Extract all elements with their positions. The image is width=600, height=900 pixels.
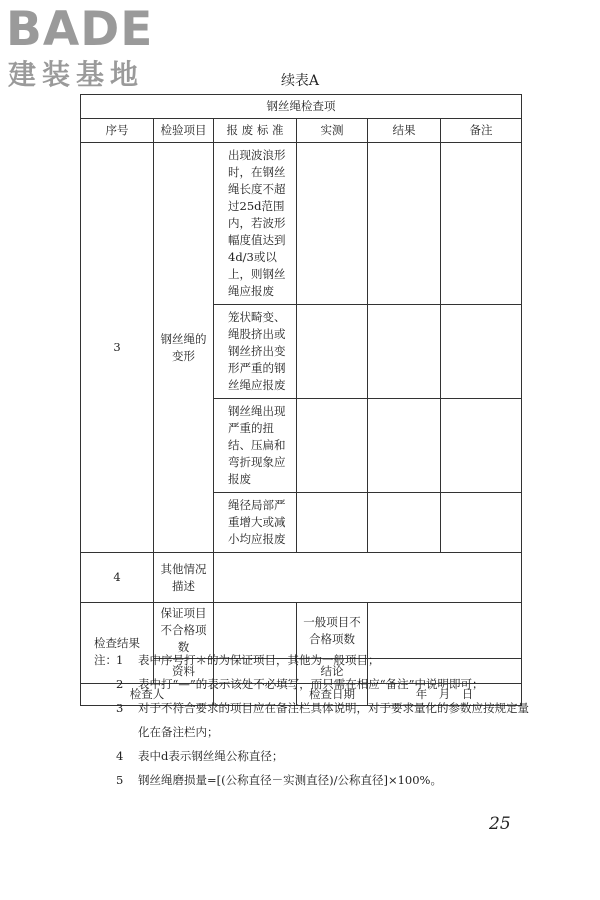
item3-standard-1: 出现波浪形时，在钢丝绳长度不超过25d范围内，若波形幅度值达到4d/3或以上，则钢丝绳应报废 [214,143,297,305]
header-no: 序号 [81,119,154,143]
note-number: 5 [116,773,124,787]
item4-description[interactable] [214,553,522,603]
material-label: 资料 [154,659,214,684]
measured-cell[interactable] [297,399,368,493]
conclusion-label: 结论 [297,659,368,684]
header-item: 检验项目 [154,119,214,143]
measured-cell[interactable] [297,305,368,399]
header-remark: 备注 [441,119,522,143]
note-number: 4 [116,749,124,763]
note-text: 表中打“—”的表示该处不必填写，而只需在相应“备注”中说明即可； [138,677,484,691]
inspect-date-value[interactable]: 年 月 日 [368,684,522,706]
logo-text-en: BADE [6,2,154,57]
result-label: 检查结果 [81,603,154,684]
measured-cell[interactable] [297,493,368,553]
item3-name: 钢丝绳的变形 [154,143,214,553]
inspection-table [80,94,522,706]
result-cell[interactable] [368,305,441,399]
inspect-date-label: 检查日期 [297,684,368,706]
result-cell[interactable] [368,493,441,553]
note-text: 对于不符合要求的项目应在备注栏具体说明，对于要求量化的参数应按规定量化在备注栏内； [138,701,529,739]
notes-label: 注： [94,653,117,667]
header-result: 结果 [368,119,441,143]
note-item [94,672,534,696]
note-item [94,744,534,768]
guarantee-fail-label: 保证项目不合格项数 [154,603,214,659]
note-item [94,648,534,672]
page-number: 25 [489,814,511,834]
remark-cell[interactable] [441,305,522,399]
note-text: 表中d表示钢丝绳公称直径； [138,749,284,763]
section-title: 钢丝绳检查项 [81,95,522,119]
note-item [94,768,534,792]
item4-no: 4 [81,553,154,603]
header-measured: 实测 [297,119,368,143]
remark-cell[interactable] [441,399,522,493]
result-cell[interactable] [368,143,441,305]
item4-name: 其他情况描述 [154,553,214,603]
inspector-label: 检查人 [81,684,214,706]
note-number: 2 [116,677,124,691]
note-text: 表中序号打＊的为保证项目，其他为一般项目； [138,653,380,667]
note-number: 1 [116,653,124,667]
item3-standard-4: 绳径局部严重增大或减小均应报废 [214,493,297,553]
result-cell[interactable] [368,399,441,493]
logo-text-zh: 建装基地 [8,58,145,91]
remark-cell[interactable] [441,143,522,305]
remark-cell[interactable] [441,493,522,553]
note-text: 钢丝绳磨损量=[(公称直径－实测直径)/公称直径]×100%。 [138,773,442,787]
general-fail-label: 一般项目不合格项数 [297,603,368,659]
note-item [94,696,534,744]
item3-no: 3 [81,143,154,553]
notes [94,648,534,792]
note-number: 3 [116,701,124,715]
item3-standard-3: 钢丝绳出现严重的扭结、压扁和弯折现象应报废 [214,399,297,493]
table-caption: 续表A [280,73,320,89]
header-standard: 报 废 标 准 [214,119,297,143]
item3-standard-2: 笼状畸变、绳股挤出或钢丝挤出变形严重的钢丝绳应报废 [214,305,297,399]
measured-cell[interactable] [297,143,368,305]
